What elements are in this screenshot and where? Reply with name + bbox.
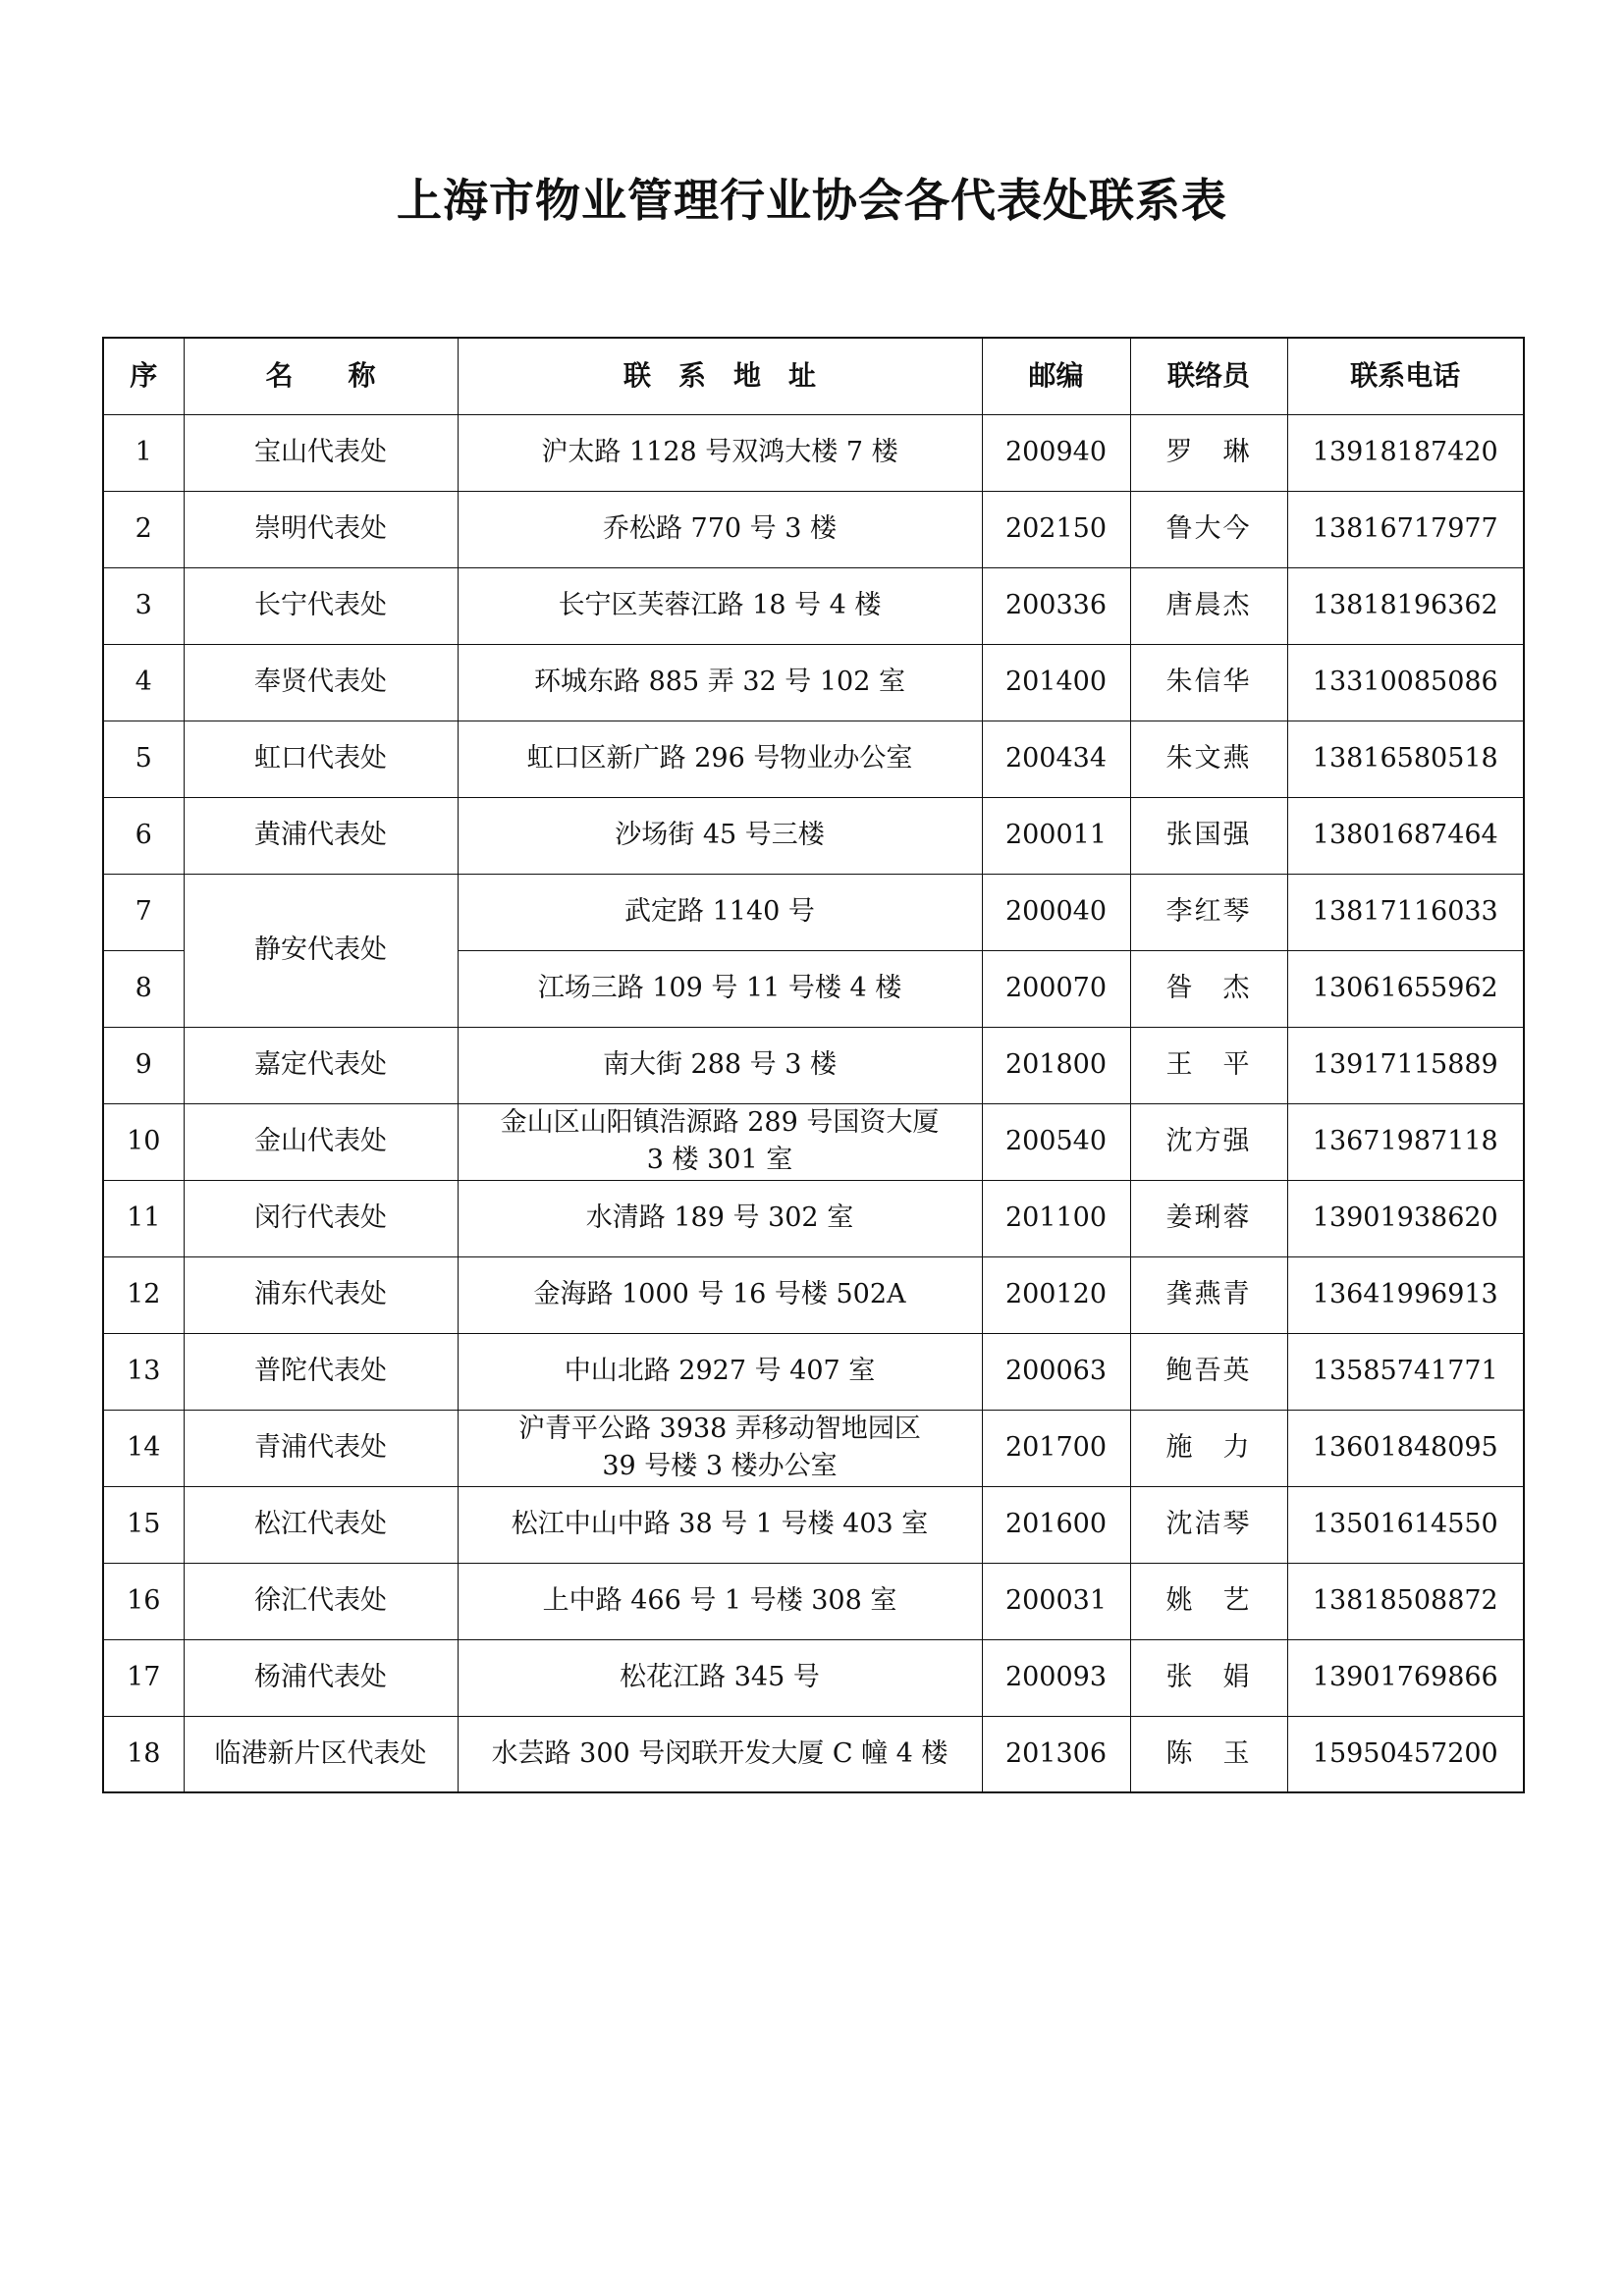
row-index: 3: [103, 567, 184, 644]
row-contact: 罗 琳: [1130, 414, 1287, 491]
header-postcode: 邮编: [982, 338, 1130, 414]
table-row: [103, 644, 1524, 721]
row-phone: 13061655962: [1287, 950, 1524, 1027]
row-index: 17: [103, 1639, 184, 1716]
row-name: 崇明代表处: [184, 491, 458, 567]
row-address: 环城东路 885 弄 32 号 102 室: [458, 644, 982, 721]
contact-table: [102, 337, 1525, 1793]
row-postcode: 202150: [982, 491, 1130, 567]
table-row: [103, 721, 1524, 797]
row-address: 上中路 466 号 1 号楼 308 室: [458, 1563, 982, 1639]
row-contact: 沈方强: [1130, 1103, 1287, 1180]
table-row: [103, 874, 1524, 950]
row-name: 嘉定代表处: [184, 1027, 458, 1103]
row-address: 水清路 189 号 302 室: [458, 1180, 982, 1256]
row-name: 宝山代表处: [184, 414, 458, 491]
row-address: 金海路 1000 号 16 号楼 502A: [458, 1256, 982, 1333]
table-row: [103, 567, 1524, 644]
row-index: 11: [103, 1180, 184, 1256]
row-postcode: 200040: [982, 874, 1130, 950]
row-index: 12: [103, 1256, 184, 1333]
row-address: 中山北路 2927 号 407 室: [458, 1333, 982, 1410]
row-address-line1: 金山区山阳镇浩源路 289 号国资大厦: [500, 1107, 940, 1138]
header-address: 联 系 地 址: [458, 338, 982, 414]
row-name: 杨浦代表处: [184, 1639, 458, 1716]
table-row: [103, 1486, 1524, 1563]
row-index: 18: [103, 1716, 184, 1792]
row-name: 普陀代表处: [184, 1333, 458, 1410]
row-address: 江场三路 109 号 11 号楼 4 楼: [458, 950, 982, 1027]
row-phone: 13601848095: [1287, 1410, 1524, 1486]
row-address-line1: 沪青平公路 3938 弄移动智地园区: [518, 1414, 921, 1444]
row-name: 浦东代表处: [184, 1256, 458, 1333]
table-row: [103, 414, 1524, 491]
row-phone: 13816580518: [1287, 721, 1524, 797]
row-index: 10: [103, 1103, 184, 1180]
row-address: [458, 1410, 982, 1486]
row-postcode: 201400: [982, 644, 1130, 721]
header-contact: 联络员: [1130, 338, 1287, 414]
row-phone: 13818508872: [1287, 1563, 1524, 1639]
row-index: 15: [103, 1486, 184, 1563]
row-postcode: 201306: [982, 1716, 1130, 1792]
table-row: [103, 1716, 1524, 1792]
row-name: 黄浦代表处: [184, 797, 458, 874]
row-phone: 13818196362: [1287, 567, 1524, 644]
row-address: 南大街 288 号 3 楼: [458, 1027, 982, 1103]
row-contact: 张国强: [1130, 797, 1287, 874]
row-postcode: 200063: [982, 1333, 1130, 1410]
header-index: 序: [103, 338, 184, 414]
row-postcode: 200540: [982, 1103, 1130, 1180]
row-phone: 13310085086: [1287, 644, 1524, 721]
row-address: 水芸路 300 号闵联开发大厦 C 幢 4 楼: [458, 1716, 982, 1792]
row-contact: 王 平: [1130, 1027, 1287, 1103]
row-address: 长宁区芙蓉江路 18 号 4 楼: [458, 567, 982, 644]
row-contact: 昝 杰: [1130, 950, 1287, 1027]
row-postcode: 200120: [982, 1256, 1130, 1333]
row-address: 沪太路 1128 号双鸿大楼 7 楼: [458, 414, 982, 491]
row-phone: 13501614550: [1287, 1486, 1524, 1563]
page-title: 上海市物业管理行业协会各代表处联系表: [397, 174, 1227, 227]
row-phone: 13816717977: [1287, 491, 1524, 567]
row-index: 13: [103, 1333, 184, 1410]
header-phone: 联系电话: [1287, 338, 1524, 414]
row-phone: 13671987118: [1287, 1103, 1524, 1180]
header-name: 名 称: [184, 338, 458, 414]
row-name: 临港新片区代表处: [184, 1716, 458, 1792]
row-contact: 朱文燕: [1130, 721, 1287, 797]
table-row: [103, 1410, 1524, 1486]
table-row: [103, 1027, 1524, 1103]
row-postcode: 200011: [982, 797, 1130, 874]
row-phone: 13817116033: [1287, 874, 1524, 950]
table-row: [103, 491, 1524, 567]
table-row: [103, 797, 1524, 874]
row-contact: 姚 艺: [1130, 1563, 1287, 1639]
row-contact: 沈洁琴: [1130, 1486, 1287, 1563]
row-contact: 陈 玉: [1130, 1716, 1287, 1792]
row-phone: 13901938620: [1287, 1180, 1524, 1256]
row-postcode: 200336: [982, 567, 1130, 644]
row-name: 徐汇代表处: [184, 1563, 458, 1639]
table-row: [103, 1563, 1524, 1639]
table-header-row: [103, 338, 1524, 414]
row-phone: 13801687464: [1287, 797, 1524, 874]
row-address: 松花江路 345 号: [458, 1639, 982, 1716]
table-row: [103, 1180, 1524, 1256]
row-index: 14: [103, 1410, 184, 1486]
row-postcode: 200093: [982, 1639, 1130, 1716]
row-address: 沙场街 45 号三楼: [458, 797, 982, 874]
table-row: [103, 1333, 1524, 1410]
row-contact: 龚燕青: [1130, 1256, 1287, 1333]
row-contact: 朱信华: [1130, 644, 1287, 721]
row-contact: 张 娟: [1130, 1639, 1287, 1716]
row-phone: 15950457200: [1287, 1716, 1524, 1792]
table-row: [103, 1639, 1524, 1716]
row-phone: 13918187420: [1287, 414, 1524, 491]
row-index: 4: [103, 644, 184, 721]
row-index: 1: [103, 414, 184, 491]
row-postcode: 200070: [982, 950, 1130, 1027]
row-address-line2: 3 楼 301 室: [646, 1145, 793, 1175]
row-postcode: 200434: [982, 721, 1130, 797]
row-name: 闵行代表处: [184, 1180, 458, 1256]
row-index: 2: [103, 491, 184, 567]
row-postcode: 200940: [982, 414, 1130, 491]
row-index: 8: [103, 950, 184, 1027]
row-postcode: 201100: [982, 1180, 1130, 1256]
table-row: [103, 1103, 1524, 1180]
row-address: 虹口区新广路 296 号物业办公室: [458, 721, 982, 797]
row-postcode: 200031: [982, 1563, 1130, 1639]
row-postcode: 201600: [982, 1486, 1130, 1563]
row-address: [458, 1103, 982, 1180]
row-index: 6: [103, 797, 184, 874]
row-address: 武定路 1140 号: [458, 874, 982, 950]
row-contact: 李红琴: [1130, 874, 1287, 950]
row-postcode: 201700: [982, 1410, 1130, 1486]
row-phone: 13901769866: [1287, 1639, 1524, 1716]
row-address: 松江中山中路 38 号 1 号楼 403 室: [458, 1486, 982, 1563]
row-contact: 姜琍蓉: [1130, 1180, 1287, 1256]
row-contact: 施 力: [1130, 1410, 1287, 1486]
row-contact: 唐晨杰: [1130, 567, 1287, 644]
row-address: 乔松路 770 号 3 楼: [458, 491, 982, 567]
row-name: 松江代表处: [184, 1486, 458, 1563]
row-name: 奉贤代表处: [184, 644, 458, 721]
row-name: 虹口代表处: [184, 721, 458, 797]
row-phone: 13917115889: [1287, 1027, 1524, 1103]
row-name: 青浦代表处: [184, 1410, 458, 1486]
row-name: 静安代表处: [184, 874, 458, 1027]
row-name: 长宁代表处: [184, 567, 458, 644]
table-row: [103, 1256, 1524, 1333]
row-index: 5: [103, 721, 184, 797]
row-index: 9: [103, 1027, 184, 1103]
row-contact: 鲍吾英: [1130, 1333, 1287, 1410]
row-phone: 13641996913: [1287, 1256, 1524, 1333]
row-address-line2: 39 号楼 3 楼办公室: [602, 1451, 838, 1481]
row-postcode: 201800: [982, 1027, 1130, 1103]
row-name: 金山代表处: [184, 1103, 458, 1180]
row-index: 7: [103, 874, 184, 950]
row-phone: 13585741771: [1287, 1333, 1524, 1410]
row-contact: 鲁大今: [1130, 491, 1287, 567]
row-index: 16: [103, 1563, 184, 1639]
